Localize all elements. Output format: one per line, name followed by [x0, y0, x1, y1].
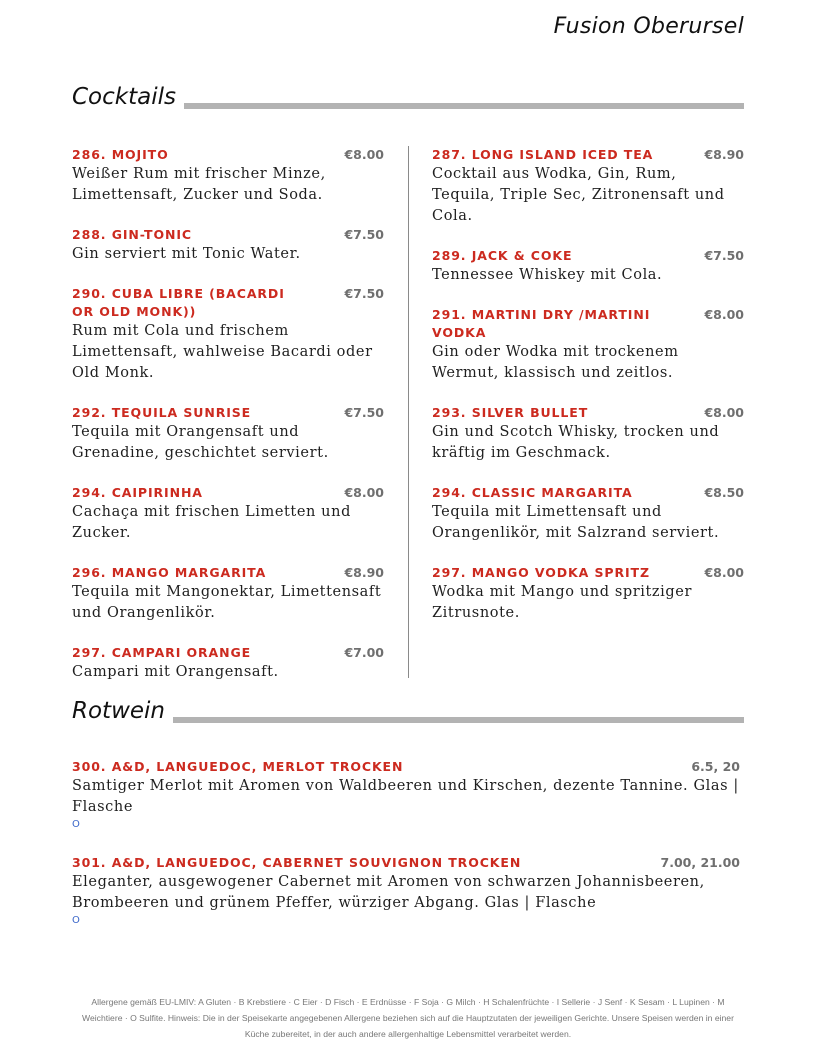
menu-item-description: Cocktail aus Wodka, Gin, Rum, Tequila, Triple Sec, Zitronensaft und Cola. — [432, 166, 725, 224]
menu-item-price: €8.90 — [704, 147, 744, 162]
menu-item-name: 293. SILVER BULLET — [432, 405, 589, 420]
menu-item — [72, 854, 744, 928]
menu-item-price: €7.50 — [344, 286, 384, 301]
menu-item-header — [72, 146, 384, 164]
allergen-note: O — [72, 819, 80, 830]
menu-item-description: Samtiger Merlot mit Aromen von Waldbeeren und Kirschen, dezente Tannine. Glas | Flasche — [72, 778, 739, 815]
menu-item-price: €8.90 — [344, 565, 384, 580]
menu-item-description: Gin serviert mit Tonic Water. — [72, 246, 301, 262]
menu-item-description: Eleganter, ausgewogener Cabernet mit Aromen von schwarzen Johannisbeeren, Brombeeren und grünem Pfeffer, würziger Abgang. Glas | Flasche — [72, 874, 705, 911]
menu-item-name: 290. CUBA LIBRE (BACARDI OR OLD MONK)) — [72, 286, 285, 319]
menu-item-price: €7.50 — [344, 227, 384, 242]
menu-item-header — [432, 404, 744, 422]
menu-item — [432, 404, 744, 464]
menu-item-price: 6.5, 20 — [691, 759, 740, 774]
menu-item-name: 296. MANGO MARGARITA — [72, 565, 267, 580]
menu-item-price: €8.00 — [344, 147, 384, 162]
menu-item-description: Cachaça mit frischen Limetten und Zucker. — [72, 504, 351, 541]
menu-item-description: Wodka mit Mango und spritziger Zitrusnote. — [432, 584, 693, 621]
menu-item — [432, 484, 744, 544]
menu-item-name: 301. A&D, LANGUEDOC, CABERNET SOUVIGNON TROCKEN — [72, 855, 522, 870]
menu-item-price: €7.00 — [344, 645, 384, 660]
section-divider — [173, 717, 744, 723]
menu-item-header — [72, 226, 384, 244]
restaurant-name: Fusion Oberursel — [553, 14, 744, 39]
menu-item-header — [72, 564, 384, 582]
menu-item — [72, 564, 384, 624]
menu-item-description: Tequila mit Mangonektar, Limettensaft und Orangenlikör. — [72, 584, 382, 621]
menu-item-header — [432, 564, 744, 582]
menu-item-header — [72, 644, 384, 662]
menu-item — [72, 226, 384, 265]
menu-item — [72, 758, 744, 832]
cocktails-left-column — [72, 146, 384, 703]
menu-item-name: 287. LONG ISLAND ICED TEA — [432, 147, 654, 162]
menu-item — [72, 285, 384, 384]
menu-item — [432, 306, 744, 384]
menu-item-description: Tequila mit Limettensaft und Orangenlikör, mit Salzrand serviert. — [432, 504, 720, 541]
menu-item — [432, 247, 744, 286]
menu-item — [432, 146, 744, 227]
menu-item-name: 294. CLASSIC MARGARITA — [432, 485, 633, 500]
menu-item-price: €8.00 — [704, 405, 744, 420]
menu-item — [72, 404, 384, 464]
menu-item — [72, 146, 384, 206]
cocktails-right-column — [432, 146, 744, 644]
menu-item-description: Tennessee Whiskey mit Cola. — [432, 267, 663, 283]
menu-item-header — [72, 484, 384, 502]
menu-item-name: 294. CAIPIRINHA — [72, 485, 203, 500]
menu-item-name: 291. MARTINI DRY /MARTINI VODKA — [432, 307, 651, 340]
menu-item-description: Weißer Rum mit frischer Minze, Limettensaft, Zucker und Soda. — [72, 166, 326, 203]
allergen-footer: Allergene gemäß EU-LMIV: A Gluten · B Krebstiere · C Eier · D Fisch · E Erdnüsse · F Soja · G Milch · H Schalenfrüchte · I Sellerie · J Senf · K Sesam · L Lupinen · M Weichtiere · O Sulfite. Hinweis: Die in der Speisekarte angegebenen Allergene beziehen sich auf die Hauptzutaten der jeweiligen Gerichte. Unsere Speisen werden in einer Küche zubereitet, in der auch andere allergenhaltige Lebensmittel verarbeitet werden. — [82, 997, 734, 1039]
menu-item — [432, 564, 744, 624]
section-divider — [184, 103, 744, 109]
section-title: Rotwein — [72, 698, 165, 724]
menu-item-header — [72, 285, 384, 321]
rotwein-section-header — [72, 700, 744, 723]
menu-item-description: Gin oder Wodka mit trockenem Wermut, klassisch und zeitlos. — [432, 344, 679, 381]
menu-item-name: 289. JACK & COKE — [432, 248, 573, 263]
menu-item-header — [432, 247, 744, 265]
menu-item-name: 297. CAMPARI ORANGE — [72, 645, 252, 660]
menu-item — [72, 644, 384, 683]
column-divider — [408, 146, 409, 678]
menu-item-header — [72, 758, 744, 776]
menu-item-header — [432, 484, 744, 502]
rotwein-list — [72, 758, 744, 950]
menu-item-name: 286. MOJITO — [72, 147, 169, 162]
menu-item-description: Rum mit Cola und frischem Limettensaft, wahlweise Bacardi oder Old Monk. — [72, 323, 373, 381]
menu-item-header — [72, 404, 384, 422]
menu-item-price: €8.00 — [344, 485, 384, 500]
menu-item-name: 297. MANGO VODKA SPRITZ — [432, 565, 650, 580]
allergen-note: O — [72, 915, 80, 926]
menu-item-name: 292. TEQUILA SUNRISE — [72, 405, 252, 420]
menu-item-description: Tequila mit Orangensaft und Grenadine, geschichtet serviert. — [72, 424, 329, 461]
menu-item — [72, 484, 384, 544]
menu-item-description: Campari mit Orangensaft. — [72, 664, 279, 680]
menu-item-description: Gin und Scotch Whisky, trocken und kräftig im Geschmack. — [432, 424, 720, 461]
menu-item-price: €8.00 — [704, 307, 744, 322]
menu-item-name: 288. GIN-TONIC — [72, 227, 192, 242]
menu-item-price: €7.50 — [344, 405, 384, 420]
menu-item-header — [72, 854, 744, 872]
menu-item-price: €8.50 — [704, 485, 744, 500]
menu-item-price: 7.00, 21.00 — [660, 855, 740, 870]
section-title: Cocktails — [72, 84, 176, 110]
cocktails-section-header — [72, 86, 744, 109]
menu-item-price: €8.00 — [704, 565, 744, 580]
menu-item-header — [432, 146, 744, 164]
menu-item-name: 300. A&D, LANGUEDOC, MERLOT TROCKEN — [72, 759, 404, 774]
menu-item-price: €7.50 — [704, 248, 744, 263]
menu-item-header — [432, 306, 744, 342]
